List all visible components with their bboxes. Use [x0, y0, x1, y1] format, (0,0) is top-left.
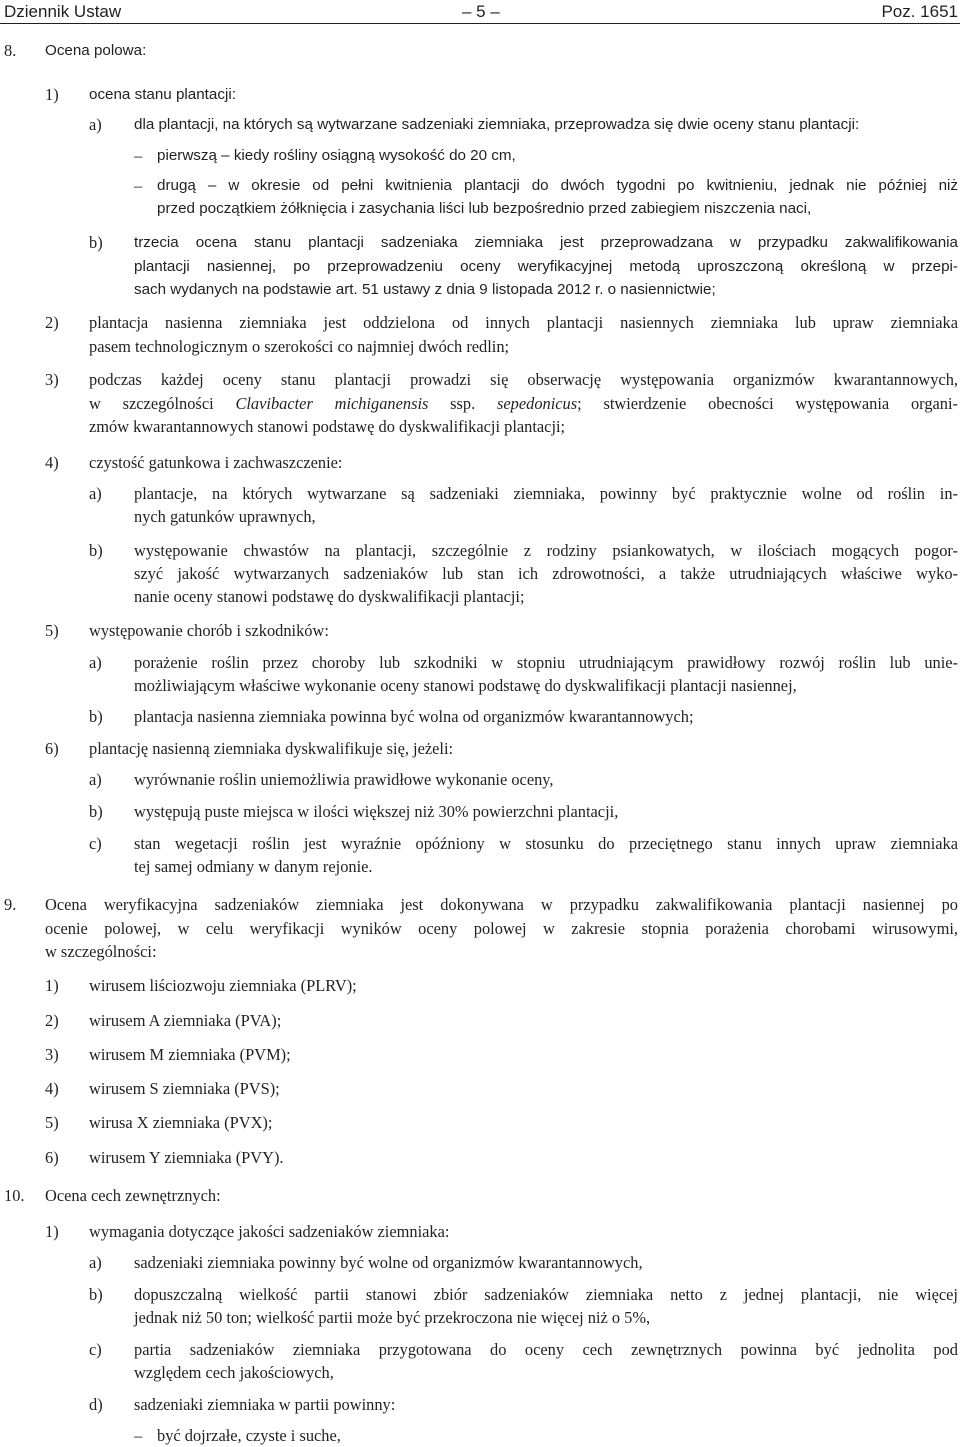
line-text: plantacje, na których wytwarzane są sadzeniaki ziemniaka, powinny być praktycznie wolne od roślin in-: [134, 484, 958, 503]
text-line: [0, 279, 960, 301]
text-line: [0, 84, 960, 106]
line-text: –: [134, 1426, 143, 1445]
line-text: trzecia ocena stanu plantacji sadzeniaka ziemniaka jest przeprowadzana w przypadku zakwalifikowania: [134, 234, 958, 251]
text-line: [0, 40, 960, 62]
line-text: 2): [45, 313, 59, 332]
text-line: [0, 540, 960, 562]
line-text: partia sadzeniaków ziemniaka przygotowana do oceny cech zewnętrznych powinna być jednolita pod: [134, 1340, 958, 1359]
page-header: [0, 0, 960, 24]
text-line: [0, 506, 960, 528]
line-text: wymagania dotyczące jakości sadzeniaków ziemniaka:: [89, 1222, 450, 1241]
line-text: porażenie roślin przez choroby lub szkodniki w stopniu utrudniającym prawidłowy rozwój roślin lub unie-: [134, 653, 958, 672]
line-text: b): [89, 707, 103, 726]
text-line: [0, 198, 960, 220]
text-line: [0, 918, 960, 940]
text-line: [0, 1425, 960, 1447]
text-line: [0, 416, 960, 438]
line-text: sadzeniaki ziemniaka w partii powinny:: [134, 1395, 396, 1414]
header-rule: [0, 23, 960, 24]
line-text: czystość gatunkowa i zachwaszczenie:: [89, 453, 343, 472]
text-line: [0, 1284, 960, 1306]
line-text: c): [89, 1340, 102, 1359]
line-text: wirusem Y ziemniaka (PVY).: [89, 1148, 284, 1167]
line-text: –: [134, 146, 143, 165]
line-text: 3): [45, 370, 59, 389]
line-text: 5): [45, 621, 59, 640]
text-line: [0, 1010, 960, 1032]
position-number: Poz. 1651: [881, 2, 958, 21]
line-text: a): [89, 1253, 102, 1272]
line-text: 2): [45, 1011, 59, 1030]
line-text: 3): [45, 1045, 59, 1064]
line-text: w szczególności Clavibacter michiganensis ssp. sepedonicus; stwierdzenie obecności występowania organi-: [89, 394, 958, 413]
line-text: 4): [45, 453, 59, 472]
line-text: sach wydanych na podstawie art. 51 ustawy z dnia 9 listopada 2012 r. o nasiennictwie;: [134, 281, 716, 298]
line-text: b): [89, 1285, 103, 1304]
text-line: [0, 894, 960, 916]
line-text: wirusem S ziemniaka (PVS);: [89, 1079, 280, 1098]
text-line: [0, 483, 960, 505]
text-line: [0, 941, 960, 963]
text-line: [0, 1362, 960, 1384]
line-text: stan wegetacji roślin jest wyraźnie opóźniony w stosunku do przeciętnego stanu innych upraw ziemniaka: [134, 834, 958, 853]
line-text: szyć jakość wytwarzanych sadzeniaków lub stan ich zdrowotności, a także utrudniających właściwe wyko-: [134, 564, 958, 583]
line-text: przed początkiem żółknięcia i zasychania liści lub bezpośrednio przed zabiegiem niszczenia naci,: [157, 200, 812, 217]
line-text: Ocena cech zewnętrznych:: [45, 1186, 221, 1205]
line-text: występowanie chorób i szkodników:: [89, 621, 329, 640]
text-line: [0, 114, 960, 136]
text-line: [0, 801, 960, 823]
line-text: zmów kwarantannowych stanowi podstawę do dyskwalifikacji plantacji;: [89, 417, 566, 436]
line-text: Ocena weryfikacyjna sadzeniaków ziemniaka jest dokonywana w przypadku zakwalifikowania plantacji nasiennej po: [45, 895, 958, 914]
line-text: d): [89, 1395, 103, 1414]
text-line: [0, 675, 960, 697]
line-text: 6): [45, 1148, 59, 1167]
line-text: 8.: [4, 41, 17, 60]
line-text: c): [89, 834, 102, 853]
line-text: pierwszą – kiedy rośliny osiągną wysokość do 20 cm,: [157, 147, 516, 164]
text-line: [0, 586, 960, 608]
text-line: [0, 393, 960, 415]
line-text: b): [89, 233, 103, 252]
line-text: wirusem A ziemniaka (PVA);: [89, 1011, 282, 1030]
text-line: [0, 833, 960, 855]
line-text: wirusem liściozwoju ziemniaka (PLRV);: [89, 976, 357, 995]
text-line: [0, 769, 960, 791]
text-line: [0, 1112, 960, 1134]
text-line: [0, 975, 960, 997]
line-text: dla plantacji, na których są wytwarzane sadzeniaki ziemniaka, przeprowadza się dwie oceny stanu plantacji:: [134, 116, 860, 133]
text-line: [0, 1252, 960, 1274]
text-line: [0, 1044, 960, 1066]
page-number: – 5 –: [462, 2, 500, 21]
line-text: występują puste miejsca w ilości większej niż 30% powierzchni plantacji,: [134, 802, 619, 821]
line-text: wirusem M ziemniaka (PVM);: [89, 1045, 291, 1064]
text-line: [0, 312, 960, 334]
line-text: ocena stanu plantacji:: [89, 86, 236, 103]
line-text: 9.: [4, 895, 17, 914]
line-text: 1): [45, 1222, 59, 1241]
text-line: [0, 232, 960, 254]
line-text: nych gatunków uprawnych,: [134, 507, 316, 526]
line-text: a): [89, 653, 102, 672]
line-text: wyrównanie roślin uniemożliwia prawidłowe wykonanie oceny,: [134, 770, 554, 789]
text-line: [0, 706, 960, 728]
line-text: wirusa X ziemniaka (PVX);: [89, 1113, 273, 1132]
text-line: [0, 175, 960, 197]
text-line: [0, 452, 960, 474]
line-text: sadzeniaki ziemniaka powinny być wolne od organizmów kwarantannowych,: [134, 1253, 643, 1272]
journal-title: Dziennik Ustaw: [4, 2, 122, 21]
line-text: a): [89, 115, 102, 134]
line-text: tej samej odmiany w danym rejonie.: [134, 857, 373, 876]
text-line: [0, 336, 960, 358]
line-text: plantację nasienną ziemniaka dyskwalifikuje się, jeżeli:: [89, 739, 454, 758]
text-line: [0, 738, 960, 760]
line-text: możliwiającym właściwe wykonanie oceny stanowi podstawę do dyskwalifikacji plantacji nasiennej,: [134, 676, 797, 695]
line-text: b): [89, 541, 103, 560]
line-text: 6): [45, 739, 59, 758]
line-text: względem cech jakościowych,: [134, 1363, 334, 1382]
line-text: w szczególności:: [45, 942, 157, 961]
line-text: nanie oceny stanowi podstawę do dyskwalifikacji plantacji;: [134, 587, 525, 606]
text-line: [0, 256, 960, 278]
text-line: [0, 652, 960, 674]
line-text: dopuszczalną wielkość partii stanowi zbiór sadzeniaków ziemniaka netto z jednej plantacji, nie więcej: [134, 1285, 958, 1304]
line-text: –: [134, 176, 143, 195]
text-line: [0, 1147, 960, 1169]
line-text: 1): [45, 85, 59, 104]
line-text: ocenie polowej, w celu weryfikacji wyników oceny polowej w zakresie stopnia porażenia chorobami wirusowymi,: [45, 919, 958, 938]
line-text: 4): [45, 1079, 59, 1098]
line-text: jednak niż 50 ton; wielkość partii może być przekroczona nie więcej niż o 5%,: [134, 1308, 651, 1327]
text-line: [0, 1394, 960, 1416]
line-text: pasem technologicznym o szerokości co najmniej dwóch redlin;: [89, 337, 510, 356]
text-line: [0, 1078, 960, 1100]
line-text: Ocena polowa:: [45, 42, 147, 59]
line-text: a): [89, 484, 102, 503]
line-text: b): [89, 802, 103, 821]
text-line: [0, 1339, 960, 1361]
line-text: a): [89, 770, 102, 789]
text-line: [0, 620, 960, 642]
line-text: 1): [45, 976, 59, 995]
line-text: podczas każdej oceny stanu plantacji prowadzi się obserwację występowania organizmów kwarantannowych,: [89, 370, 958, 389]
text-line: [0, 369, 960, 391]
text-line: [0, 145, 960, 167]
text-line: [0, 1307, 960, 1329]
text-line: [0, 856, 960, 878]
line-text: drugą – w okresie od pełni kwitnienia plantacji do dwóch tygodni po kwitnieniu, jednak nie później niż: [157, 177, 958, 194]
line-text: plantacji nasiennej, po przeprowadzeniu oceny weryfikacyjnej metodą uproszczoną określoną w przepi-: [134, 258, 958, 275]
line-text: plantacja nasienna ziemniaka powinna być wolna od organizmów kwarantannowych;: [134, 707, 694, 726]
line-text: być dojrzałe, czyste i suche,: [157, 1426, 341, 1445]
line-text: 10.: [4, 1186, 25, 1205]
text-line: [0, 563, 960, 585]
text-line: [0, 1185, 960, 1207]
text-line: [0, 1221, 960, 1243]
line-text: 5): [45, 1113, 59, 1132]
line-text: występowanie chwastów na plantacji, szczególnie z rodziny psiankowatych, w ilościach mogących pogor-: [134, 541, 958, 560]
line-text: plantacja nasienna ziemniaka jest oddzielona od innych plantacji nasiennych ziemniaka lub upraw ziemniaka: [89, 313, 958, 332]
